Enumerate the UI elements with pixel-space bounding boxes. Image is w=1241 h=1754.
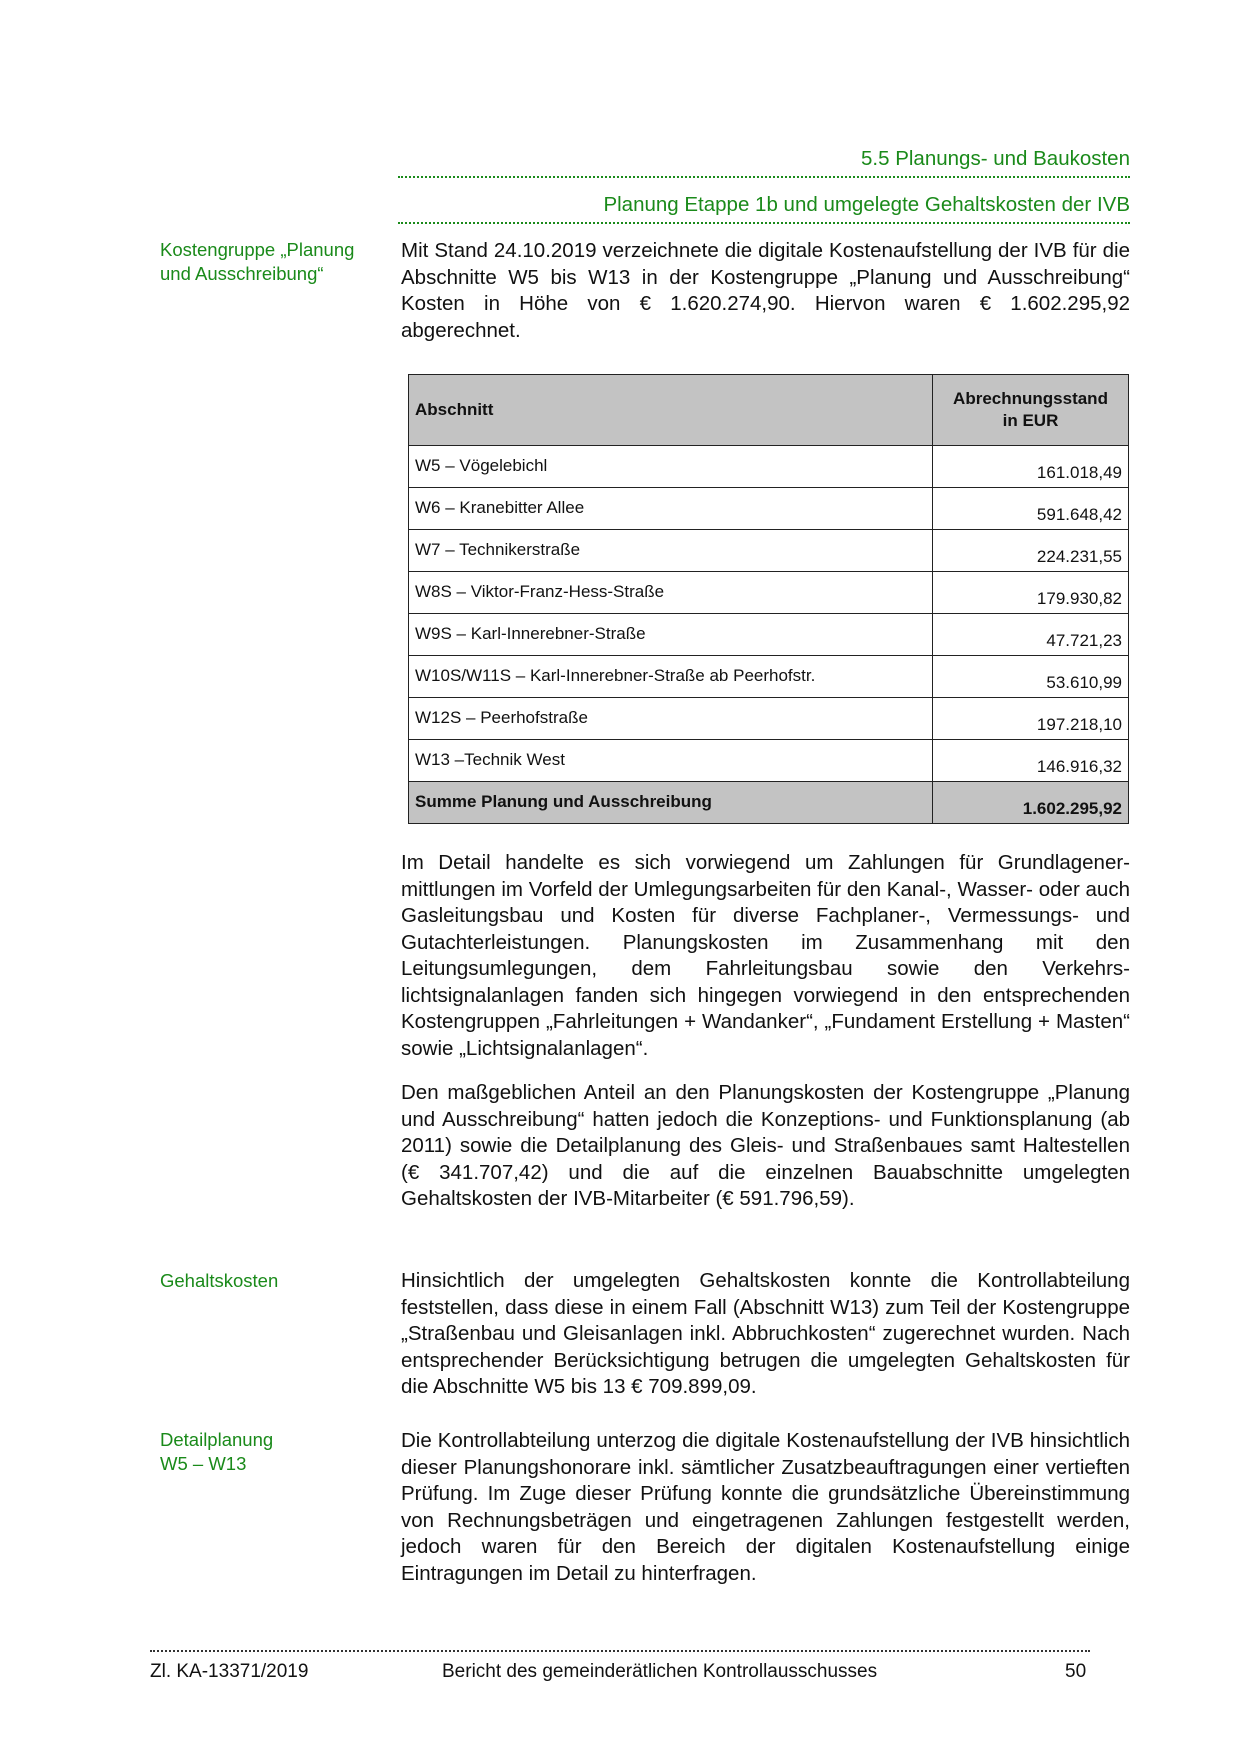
detailplanung-paragraph: Die Kontrollabteilung unterzog die digitale Kostenaufstellung der IVB hinsichtlich dieser Planungshonorare inkl. sämtlicher Zusatzbeauftragungen einer vertieften Prüfung. Im Zuge dieser Prüfung konnte die grundsätzliche Übereinstimmung von Rechnungsbeträgen und eingetragenen Zahlungen festgestellt werden, jedoch waren für den Bereich der digitalen Kostenaufstellung einige Eintragungen im Detail zu hinterfragen. [401, 1429, 1130, 1585]
cost-table [408, 374, 1129, 824]
abschnitt-cell: W8S – Viktor-Franz-Hess-Straße [409, 572, 933, 614]
amount-cell: 47.721,23 [933, 614, 1129, 656]
abschnitt-cell: W13 –Technik West [409, 740, 933, 782]
table-row [409, 446, 1129, 488]
table-row [409, 488, 1129, 530]
sum-amount-cell: 1.602.295,92 [933, 782, 1129, 824]
amount-cell: 591.648,42 [933, 488, 1129, 530]
abschnitt-cell: W5 – Vögelebichl [409, 446, 933, 488]
table-row [409, 572, 1129, 614]
amount-cell: 224.231,55 [933, 530, 1129, 572]
abschnitt-cell: W9S – Karl-Innerebner-Straße [409, 614, 933, 656]
column-header-amount [933, 375, 1129, 446]
table-header-row [409, 375, 1129, 446]
margin-note-detailplanung-line1: Detailplanung [160, 1429, 274, 1450]
abschnitt-cell: W7 – Technikerstraße [409, 530, 933, 572]
footer-title: Bericht des gemeinderätlichen Kontrollausschusses [442, 1661, 878, 1682]
margin-note-detailplanung-line2: W5 – W13 [160, 1453, 247, 1474]
amount-cell: 197.218,10 [933, 698, 1129, 740]
amount-cell: 179.930,82 [933, 572, 1129, 614]
detail-paragraph: Im Detail handelte es sich vorwiegend um Zahlungen für Grundlagenermittlungen im Vorfeld der Umlegungsarbeiten für den Kanal-, Wasser- oder auch Gasleitungsbau und Kosten für diverse Fachplaner-, Vermessungs- und Gutachterleistungen. Planungskosten im Zusammenhang mit den Leitungsumlegungen, dem Fahrleitungsbau sowie den Verkehrslichtsignalanlagen fanden sich hingegen vorwiegend in den entsprechenden Kostengruppen „Fahrleitungen + Wandanker“, „Fundament Erstellung + Masten“ sowie „Lichtsignalanlagen“. [401, 851, 1130, 1060]
abschnitt-cell: W10S/W11S – Karl-Innerebner-Straße ab Peerhofstr. [409, 656, 933, 698]
chapter-divider [398, 176, 1130, 178]
table-row [409, 656, 1129, 698]
footer-divider [150, 1650, 1090, 1652]
table-row [409, 698, 1129, 740]
footer-reference: Zl. KA-13371/2019 [150, 1661, 309, 1682]
intro-paragraph: Mit Stand 24.10.2019 verzeichnete die digitale Kostenaufstellung der IVB für die Abschnitte W5 bis W13 in der Kostengruppe „Planung und Ausschreibung“ Kosten in Höhe von € 1.620.274,90. Hiervon waren € 1.602.295,92 abgerechnet. [401, 239, 1130, 342]
amount-cell: 53.610,99 [933, 656, 1129, 698]
column-header-abschnitt: Abschnitt [409, 375, 933, 446]
amount-cell: 146.916,32 [933, 740, 1129, 782]
column-header-amount-line1: Abrechnungsstand [953, 389, 1108, 408]
section-divider [398, 222, 1130, 224]
amount-cell: 161.018,49 [933, 446, 1129, 488]
table-row [409, 530, 1129, 572]
chapter-heading: 5.5 Planungs- und Baukosten [861, 147, 1130, 170]
sum-label-cell: Summe Planung und Ausschreibung [409, 782, 933, 824]
abschnitt-cell: W6 – Kranebitter Allee [409, 488, 933, 530]
gehaltskosten-paragraph: Hinsichtlich der umgelegten Gehaltskosten konnte die Kontrollabteilung feststellen, dass diese in einem Fall (Abschnitt W13) zum Teil der Kostengruppe „Straßenbau und Gleisanlagen inkl. Abbruchkosten“ zugerechnet wurden. Nach entsprechender Berücksichtigung betrugen die umgelegten Gehaltskosten für die Abschnitte W5 bis 13 € 709.899,09. [401, 1269, 1130, 1398]
column-header-amount-line2: in EUR [1002, 411, 1059, 430]
margin-note-kostengruppe: Kostengruppe „Planung und Ausschreibung“ [160, 239, 355, 284]
margin-note-gehaltskosten: Gehaltskosten [160, 1270, 279, 1291]
page-number: 50 [1065, 1661, 1087, 1682]
table-row [409, 740, 1129, 782]
table-row [409, 614, 1129, 656]
table-sum-row [409, 782, 1129, 824]
section-heading: Planung Etappe 1b und umgelegte Gehaltskosten der IVB [603, 193, 1130, 216]
abschnitt-cell: W12S – Peerhofstraße [409, 698, 933, 740]
margin-note-detailplanung [160, 1428, 390, 1476]
anteil-paragraph: Den maßgeblichen Anteil an den Planungskosten der Kostengruppe „Planung und Ausschreibung“ hatten jedoch die Konzeptions- und Funktionsplanung (ab 2011) sowie die Detailplanung des Gleis- und Straßenbaues samt Haltestellen (€ 341.707,42) und die auf die einzelnen Bauabschnitte umgelegten Gehaltskosten der IVB-Mitarbeiter (€ 591.796,59). [401, 1081, 1130, 1210]
